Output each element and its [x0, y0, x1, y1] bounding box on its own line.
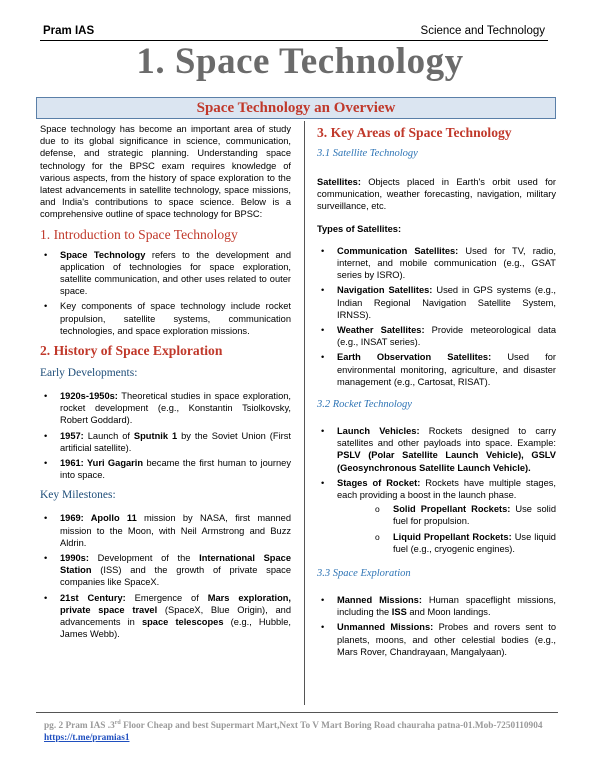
- list-item: • Unmanned Missions: Probes and rovers sent to planets, moons, and other celestial bodies (e.g., Mars Rover, Chandrayaan, Mangalyaan).: [337, 621, 556, 658]
- intro-paragraph: Space technology has become an important area of study due to its global significance in science, communication, defense, and strategic planning. Understanding space technology for the BPSC exam requires knowledge of various aspects, from the history of space exploration to the latest advancements in satellite technology, space missions, and India's contributions to space science. Below is a comprehensive outline of space technology for BPSC:: [40, 124, 291, 220]
- list-item: • 1957: Launch of Sputnik 1 by the Soviet Union (First artificial satellite).: [60, 430, 291, 454]
- exploration-list: [317, 594, 556, 658]
- subheading-early: Early Developments:: [40, 367, 138, 380]
- list-item: • Launch Vehicles: Rockets designed to carry satellites and other payloads into space. Example: PSLV (Polar Satellite Launch Vehicle), GSLV (Geosynchronous Satellite Launch Vehicle).: [337, 425, 556, 474]
- list-item: • Communication Satellites: Used for TV, radio, internet, and mobile communication (e.g., GSAT series by ISRO).: [337, 245, 556, 282]
- page-footer: pg. 2 Pram IAS .3rd Floor Cheap and best Supermart Mart,Next To V Mart Boring Road chauraha patna-01.Mob-7250110904 https://t.me/pramias1: [44, 720, 543, 744]
- section-heading-key-areas: 3. Key Areas of Space Technology: [317, 125, 512, 140]
- section-heading-history: 2. History of Space Exploration: [40, 343, 223, 359]
- list-item: • Manned Missions: Human spaceflight missions, including the ISS and Moon landings.: [337, 594, 556, 618]
- section-heading-intro: 1. Introduction to Space Technology: [40, 226, 238, 242]
- list-item: • 1969: Apollo 11 mission by NASA, first manned mission to the Moon, with Neil Armstrong and Buzz Aldrin.: [60, 512, 291, 549]
- column-divider: [304, 121, 305, 705]
- satellite-definition: Satellites: Objects placed in Earth's orbit used for communication, weather forecasting, navigation, military surveillance, etc.: [317, 177, 556, 212]
- footer-divider: [36, 712, 558, 713]
- intro-list: [40, 249, 291, 337]
- list-item: o Solid Propellant Rockets: Use solid fuel for propulsion.: [393, 503, 556, 527]
- page-title: 1. Space Technology: [136, 41, 464, 82]
- left-column: [40, 123, 291, 647]
- list-item: • 1920s-1950s: Theoretical studies in space exploration, rocket development (e.g., Konstantin Tsiolkovsky, Robert Goddard).: [60, 390, 291, 427]
- satellite-types-list: [317, 245, 556, 388]
- types-of-satellites-title: Types of Satellites:: [317, 223, 402, 234]
- subheading-rocket: 3.2 Rocket Technology: [317, 399, 412, 411]
- list-item: • Earth Observation Satellites: Used for environmental monitoring, agriculture, and disaster management (e.g., Cartosat, RISAT).: [337, 351, 556, 388]
- list-item: o Liquid Propellant Rockets: Use liquid fuel (e.g., cryogenic engines).: [393, 531, 556, 555]
- list-item: • Space Technology refers to the development and application of technologies for space exploration, satellite communication, and other uses related to outer space.: [60, 249, 291, 298]
- header-subject: Science and Technology: [420, 25, 545, 37]
- early-list: [40, 390, 291, 481]
- subheading-satellite: 3.1 Satellite Technology: [317, 148, 418, 159]
- right-column: [317, 123, 556, 664]
- subheading-milestones: Key Milestones:: [40, 489, 116, 502]
- subheading-exploration: 3.3 Space Exploration: [317, 568, 411, 580]
- telegram-link[interactable]: https://t.me/pramias1: [44, 733, 130, 744]
- list-item: • 1990s: Development of the International Space Station (ISS) and the growth of private space companies like SpaceX.: [60, 552, 291, 589]
- rocket-list: [317, 425, 556, 555]
- header-brand: Pram IAS: [43, 25, 95, 37]
- milestones-list: [40, 512, 291, 640]
- list-item: • Navigation Satellites: Used in GPS systems (e.g., Indian Regional Navigation Satellite System, IRNSS).: [337, 284, 556, 321]
- rocket-stages-sublist: [337, 503, 556, 555]
- list-item: • Stages of Rocket: Rockets have multiple stages, each providing a boost in the launch phase. o Solid Propellant Rockets: Use solid fuel for propulsion. o Liquid Propellant Rockets: Use liquid fuel (e.g., cryogenic engines).: [337, 477, 556, 555]
- list-item: • 21st Century: Emergence of Mars exploration, private space travel (SpaceX, Blue Origin), and advancements in space telescopes (e.g., Hubble, James Webb).: [60, 592, 291, 641]
- list-item: • Key components of space technology include rocket propulsion, satellite systems, communication technologies, and space exploration missions.: [60, 300, 291, 337]
- overview-banner: Space Technology an Overview: [36, 97, 556, 119]
- list-item: • Weather Satellites: Provide meteorological data (e.g., INSAT series).: [337, 324, 556, 348]
- list-item: • 1961: Yuri Gagarin became the first human to journey into space.: [60, 457, 291, 481]
